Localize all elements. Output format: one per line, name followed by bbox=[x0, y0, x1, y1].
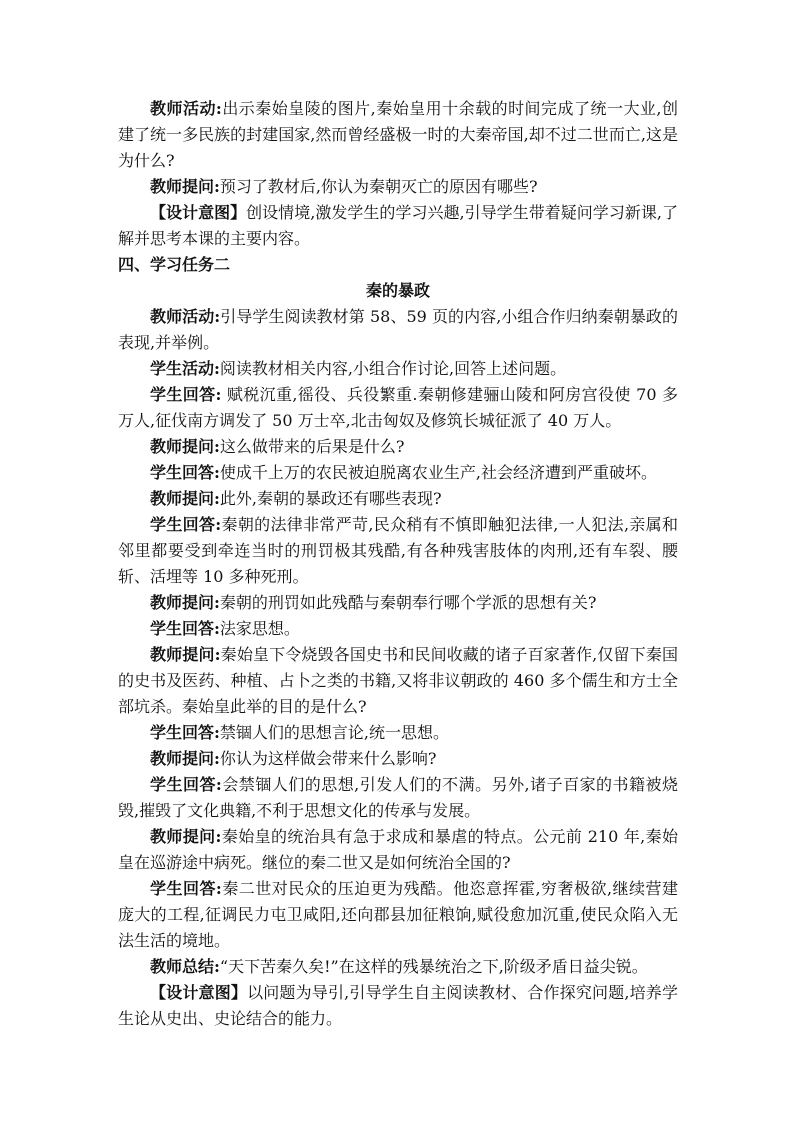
paragraph-text: 这么做带来的后果是什么? bbox=[219, 437, 405, 456]
paragraph bbox=[118, 616, 678, 642]
paragraph-text: 禁锢人们的思想言论,统一思想。 bbox=[219, 723, 450, 742]
paragraph-text: 你认为这样做会带来什么影响? bbox=[219, 749, 437, 768]
paragraph bbox=[118, 382, 678, 434]
paragraph-text: 法家思想。 bbox=[219, 619, 300, 638]
paragraph-label: 教师提问: bbox=[150, 489, 220, 508]
paragraph-text: 以问题为导引,引导学生自主阅读教材、合作探究问题,培养学生论从史出、史论结合的能力。 bbox=[118, 983, 678, 1028]
paragraph-label: 教师总结: bbox=[150, 957, 220, 976]
paragraph bbox=[118, 954, 678, 980]
paragraph bbox=[118, 304, 678, 356]
paragraph-text: 出示秦始皇陵的图片,秦始皇用十余载的时间完成了统一大业,创建了统一多民族的封建国家,然而曾经盛极一时的大秦帝国,却不过二世而亡,这是为什么? bbox=[118, 99, 678, 170]
paragraph-text: 阅读教材相关内容,小组合作讨论,回答上述问题。 bbox=[219, 359, 567, 378]
paragraph bbox=[118, 200, 678, 252]
paragraph-label: 教师提问: bbox=[150, 177, 220, 196]
section-heading: 四、学习任务二 bbox=[118, 255, 231, 274]
paragraph-label: 【设计意图】 bbox=[150, 203, 247, 222]
paragraph bbox=[118, 512, 678, 590]
paragraph-label: 学生回答: bbox=[150, 463, 220, 482]
paragraph-text: 秦始皇的统治具有急于求成和暴虐的特点。公元前 210 年,秦始皇在巡游途中病死。继位的秦二世又是如何统治全国的? bbox=[118, 827, 678, 872]
paragraph bbox=[118, 746, 678, 772]
paragraph bbox=[118, 720, 678, 746]
paragraph-label: 【设计意图】 bbox=[150, 983, 248, 1002]
paragraph-text: 会禁锢人们的思想,引发人们的不满。另外,诸子百家的书籍被烧毁,摧毁了文化典籍,不利于思想文化的传承与发展。 bbox=[118, 775, 678, 820]
paragraph bbox=[118, 356, 678, 382]
paragraph-text: “天下苦秦久矣!”在这样的残暴统治之下,阶级矛盾日益尖锐。 bbox=[219, 957, 648, 976]
paragraph bbox=[118, 96, 678, 174]
paragraph bbox=[118, 460, 678, 486]
paragraph-text: 秦二世对民众的压迫更为残酷。他恣意挥霍,穷奢极欲,继续营建庞大的工程,征调民力屯卫咸阳,还向郡县加征粮饷,赋役愈加沉重,使民众陷入无法生活的境地。 bbox=[118, 879, 678, 950]
paragraph-text: 秦朝的法律非常严苛,民众稍有不慎即触犯法律,一人犯法,亲属和邻里都要受到牵连当时的刑罚极其残酷,有各种残害肢体的肉刑,还有车裂、腰斩、活埋等 10 多种死刑。 bbox=[118, 515, 678, 586]
paragraph bbox=[118, 486, 678, 512]
paragraph-label: 学生回答: bbox=[150, 879, 222, 898]
paragraph-text: 创设情境,激发学生的学习兴趣,引导学生带着疑问学习新课,了解并思考本课的主要内容。 bbox=[118, 203, 678, 248]
paragraph-label: 教师提问: bbox=[150, 827, 222, 846]
paragraph-text: 秦朝的刑罚如此残酷与秦朝奉行哪个学派的思想有关? bbox=[219, 593, 597, 612]
paragraph bbox=[118, 772, 678, 824]
paragraph-text: 秦始皇下令烧毁各国史书和民间收藏的诸子百家著作,仅留下秦国的史书及医药、种植、占卜之类的书籍,又将非议朝政的 460 多个儒生和方士全部坑杀。秦始皇此举的目的是什么? bbox=[118, 645, 678, 716]
paragraph-label: 教师活动: bbox=[150, 99, 222, 118]
paragraph-text: 使成千上万的农民被迫脱离农业生产,社会经济遭到严重破坏。 bbox=[219, 463, 658, 482]
paragraph-label: 学生活动: bbox=[150, 359, 220, 378]
paragraph-label: 教师提问: bbox=[150, 437, 220, 456]
paragraph-text: 此外,秦朝的暴政还有哪些表现? bbox=[219, 489, 442, 508]
section-subtitle: 秦的暴政 bbox=[365, 281, 430, 300]
paragraph bbox=[118, 434, 678, 460]
paragraph-label: 学生回答: bbox=[150, 619, 220, 638]
paragraph-text: 引导学生阅读教材第 58、59 页的内容,小组合作归纳秦朝暴政的表现,并举例。 bbox=[118, 307, 678, 352]
paragraph bbox=[118, 590, 678, 616]
paragraph-label: 教师提问: bbox=[150, 593, 220, 612]
paragraph bbox=[118, 174, 678, 200]
paragraph-text: 预习了教材后,你认为秦朝灭亡的原因有哪些? bbox=[219, 177, 538, 196]
paragraph-label: 学生回答: bbox=[150, 515, 222, 534]
paragraph-label: 学生回答: bbox=[150, 775, 222, 794]
paragraph-label: 学生回答: bbox=[150, 723, 220, 742]
paragraph-text: 赋税沉重,徭役、兵役繁重.秦朝修建骊山陵和阿房宫役使 70 多万人,征伐南方调发了 50 万士卒,北击匈奴及修筑长城征派了 40 万人。 bbox=[118, 385, 678, 430]
paragraph-label: 教师活动: bbox=[150, 307, 221, 326]
paragraph bbox=[118, 980, 678, 1032]
paragraph-label: 学生回答: bbox=[150, 385, 222, 404]
paragraph bbox=[118, 824, 678, 876]
paragraph bbox=[118, 642, 678, 720]
document-body bbox=[118, 96, 678, 1032]
paragraph-label: 教师提问: bbox=[150, 749, 220, 768]
paragraph-label: 教师提问: bbox=[150, 645, 221, 664]
paragraph bbox=[118, 876, 678, 954]
